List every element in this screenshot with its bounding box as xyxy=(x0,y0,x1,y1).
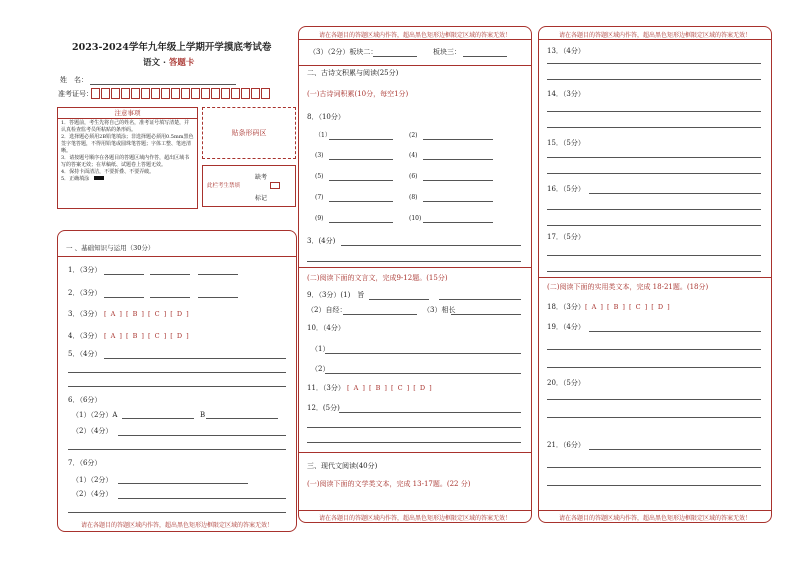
barcode-label: 贴条形码区 xyxy=(231,129,267,137)
absent-checkbox[interactable] xyxy=(270,182,280,189)
q3x-label: 3．(4分) xyxy=(307,237,336,245)
q2-label: 2．（3分） xyxy=(68,289,102,297)
blank-10-label: (10) xyxy=(409,215,422,222)
q14-label: 14．（3分） xyxy=(547,90,585,98)
blank-9-label: (9) xyxy=(315,215,324,222)
q10-2-line[interactable] xyxy=(325,373,521,374)
q6-label: 6．（6分） xyxy=(68,396,102,404)
q17-line-2[interactable] xyxy=(547,271,761,272)
q12-line-1[interactable] xyxy=(339,412,521,413)
subject-label: 语文 xyxy=(143,58,161,68)
q12-line-3[interactable] xyxy=(307,442,521,443)
q3-choices[interactable]: [ A ] [ B ] [ C ] [ D ] xyxy=(104,310,190,318)
q7-label: 7．（6分） xyxy=(68,459,102,467)
section3-title: 三、现代文阅读(40分) xyxy=(307,462,378,470)
q-top-blank-2[interactable] xyxy=(463,56,507,57)
answer-card-label: 答题卡 xyxy=(168,58,195,68)
q7-2-line-2[interactable] xyxy=(68,512,286,513)
q21-line-1[interactable] xyxy=(589,449,761,450)
section2-sub2: (二)阅读下面的文言文，完成9-12题。(15分) xyxy=(307,274,448,282)
blank-2[interactable] xyxy=(423,139,493,140)
filled-sample-mark xyxy=(94,176,104,180)
q7-2-label: （2）（4分） xyxy=(72,490,113,498)
q5-line-1[interactable] xyxy=(104,358,286,359)
q6-1-label: （1）（2分）A xyxy=(72,411,118,419)
blank-7[interactable] xyxy=(329,201,393,202)
right-top-warning: 请在各题目的答题区域内作答，超出黑色矩形边框限定区域的答案无效！ xyxy=(558,32,751,39)
q2-blank-2[interactable] xyxy=(150,297,190,298)
q21-line-3[interactable] xyxy=(547,485,761,486)
q20-label: 20．（5分） xyxy=(547,379,585,387)
section1-box xyxy=(57,230,297,532)
q14-line-1[interactable] xyxy=(547,111,761,112)
notes-item-2: 2．选择题必须用2B铅笔填涂；非选择题必须用0.5mm黑色签字笔答题，不得用铅笔或圆珠笔答题；字体工整、笔迹清晰。 xyxy=(61,134,194,154)
q-top-label: （3）（2分）板块二： xyxy=(309,48,378,56)
exam-title: 2023-2024学年九年级上学期开学摸底考试卷 xyxy=(72,42,272,53)
blank-1-label: （1） xyxy=(315,132,331,139)
subject-line: 语文 · 答题卡 xyxy=(143,58,195,68)
right-column-box xyxy=(538,26,772,523)
middle-column-box xyxy=(298,26,532,523)
q-top-label-b: 板块三： xyxy=(433,48,461,56)
section2-title: 二、古诗文积累与阅读(25分) xyxy=(307,69,399,77)
q19-label: 19．（4分） xyxy=(547,323,585,331)
barcode-area xyxy=(202,107,296,159)
blank-1[interactable] xyxy=(329,139,393,140)
section1-warning: 请在各题目的答题区域内作答，超出黑色矩形边框限定区域的答案无效！ xyxy=(80,522,273,529)
q9-1-blank-b[interactable] xyxy=(439,299,521,300)
notes-box xyxy=(57,107,198,209)
section3-sub: (一)阅读下面的文学类文本，完成 13-17题。(22 分) xyxy=(307,480,471,488)
q6-1-blank-a[interactable] xyxy=(122,418,194,419)
q11-label: 11．（3分） xyxy=(307,384,345,392)
q9-3-label: （3）相长 xyxy=(423,306,456,314)
q18-choices[interactable]: [ A ] [ B ] [ C ] [ D ] xyxy=(585,303,671,311)
q19-line-2[interactable] xyxy=(547,349,761,350)
q6-2-label: （2）（4分） xyxy=(72,427,113,435)
q21-line-2[interactable] xyxy=(547,467,761,468)
absent-box xyxy=(202,165,296,207)
q13-line-1[interactable] xyxy=(547,63,761,64)
blank-3-label: (3) xyxy=(315,152,324,159)
q9-3-blank[interactable] xyxy=(451,314,521,315)
q6-1b-label: B xyxy=(200,411,206,419)
absent-mark-label: 标记 xyxy=(255,195,268,202)
blank-5[interactable] xyxy=(329,180,393,181)
q1-blank-2[interactable] xyxy=(150,274,190,275)
q4-choices[interactable]: [ A ] [ B ] [ C ] [ D ] xyxy=(104,332,190,340)
q16-line-3[interactable] xyxy=(547,225,761,226)
q21-label: 21．（6分） xyxy=(547,441,585,449)
q7-1-label: （1）（2分） xyxy=(72,476,113,484)
blank-8-label: (8) xyxy=(409,194,418,201)
q18-label: 18．（3分） xyxy=(547,303,585,311)
notes-title: 注意事项 xyxy=(58,108,197,119)
notes-item-5: 5．正确填涂 xyxy=(61,176,90,182)
q8-label: 8．（10分） xyxy=(307,113,345,121)
q14-line-2[interactable] xyxy=(547,127,761,128)
blank-3[interactable] xyxy=(329,159,393,160)
q17-line-1[interactable] xyxy=(547,255,761,256)
q4-label: 4．（3分） xyxy=(68,332,102,340)
q3x-line-2[interactable] xyxy=(307,261,521,262)
q9-1-blank[interactable] xyxy=(369,299,429,300)
q16-line-2[interactable] xyxy=(547,209,761,210)
blank-9[interactable] xyxy=(329,222,393,223)
q20-line-1[interactable] xyxy=(547,399,761,400)
name-field[interactable] xyxy=(90,84,236,85)
middle-top-warning: 请在各题目的答题区域内作答，超出黑色矩形边框限定区域的答案无效！ xyxy=(318,32,511,39)
q12-label: 12．(5分) xyxy=(307,404,340,412)
right-section-sub: (二)阅读下面的实用类文本，完成 18-21题。(18分) xyxy=(547,283,709,291)
q3-label: 3．（3分） xyxy=(68,310,102,318)
middle-bottom-warning: 请在各题目的答题区域内作答，超出黑色矩形边框限定区域的答案无效！ xyxy=(318,515,511,522)
blank-5-label: (5) xyxy=(315,173,324,180)
q5-label: 5．（4分） xyxy=(68,350,102,358)
blank-6[interactable] xyxy=(423,180,493,181)
q5-line-2[interactable] xyxy=(68,372,286,373)
blank-6-label: (6) xyxy=(409,173,418,180)
q7-2-line-1[interactable] xyxy=(118,498,286,499)
absent-label: 缺考 xyxy=(255,174,268,181)
q11-choices[interactable]: [ A ] [ B ] [ C ] [ D ] xyxy=(347,384,433,392)
q17-label: 17．（5分） xyxy=(547,233,585,241)
q10-2-label: （2） xyxy=(311,365,330,373)
q10-label: 10．（4分） xyxy=(307,324,345,332)
q16-label: 16．（5分） xyxy=(547,185,585,193)
blank-8[interactable] xyxy=(423,201,493,202)
q1-blank-1[interactable] xyxy=(104,274,144,275)
q7-1-line[interactable] xyxy=(118,483,248,484)
absent-note: 此栏考生禁填 xyxy=(207,183,241,189)
notes-item-4: 4．保持卡面清洁，不要折叠、不要弄破。 xyxy=(61,169,155,175)
q16-line-1[interactable] xyxy=(589,193,761,194)
q15-line-2[interactable] xyxy=(547,173,761,174)
q6-2-line-1[interactable] xyxy=(118,435,286,436)
q19-line-3[interactable] xyxy=(547,367,761,368)
section2-sub1: (一)古诗词积累(10分，每空1分) xyxy=(307,90,409,98)
q1-blank-3[interactable] xyxy=(198,274,238,275)
notes-item-1: 1．答题前，考生先将自己的姓名，准考证号填写清楚，并认真检查监考员所粘贴的条形码。 xyxy=(61,120,190,133)
blank-7-label: (7) xyxy=(315,194,324,201)
q10-1-label: （1） xyxy=(311,345,330,353)
q13-label: 13．（4分） xyxy=(547,47,585,55)
q20-line-2[interactable] xyxy=(547,417,761,418)
q15-label: 15．（5分） xyxy=(547,139,585,147)
name-label: 姓 名： xyxy=(60,76,88,84)
q10-1-line[interactable] xyxy=(325,353,521,354)
q-top-blank-1[interactable] xyxy=(373,56,417,57)
q9-label: 9．（3分）(1) 旨 xyxy=(307,291,365,299)
q9-2-label: （2）自经： xyxy=(307,306,347,314)
id-boxes[interactable] xyxy=(91,88,271,99)
right-bottom-warning: 请在各题目的答题区域内作答，超出黑色矩形边框限定区域的答案无效！ xyxy=(558,515,751,522)
q6-1-blank-b[interactable] xyxy=(206,418,278,419)
q2-blank-3[interactable] xyxy=(198,297,238,298)
id-label: 准考证号： xyxy=(58,90,93,98)
q19-line-1[interactable] xyxy=(589,331,761,332)
section1-title: 一 、基础知识与运用（30分） xyxy=(66,244,155,252)
blank-4-label: (4) xyxy=(409,152,418,159)
blank-10[interactable] xyxy=(423,222,493,223)
blank-2-label: (2) xyxy=(409,132,418,139)
q13-line-2[interactable] xyxy=(547,79,761,80)
q9-2-blank[interactable] xyxy=(343,314,417,315)
q2-blank-1[interactable] xyxy=(104,297,144,298)
q5-line-3[interactable] xyxy=(68,386,286,387)
q6-2-line-2[interactable] xyxy=(68,449,286,450)
q12-line-2[interactable] xyxy=(307,427,521,428)
notes-item-3: 3．请按题号顺序在各题目的答题区域内作答，超出区域书写的答案无效；在草稿纸、试题卷上答题无效。 xyxy=(61,155,190,168)
blank-4[interactable] xyxy=(423,159,493,160)
q15-line-1[interactable] xyxy=(547,157,761,158)
q3x-line-1[interactable] xyxy=(341,245,521,246)
q1-label: 1．（3分） xyxy=(68,266,102,274)
